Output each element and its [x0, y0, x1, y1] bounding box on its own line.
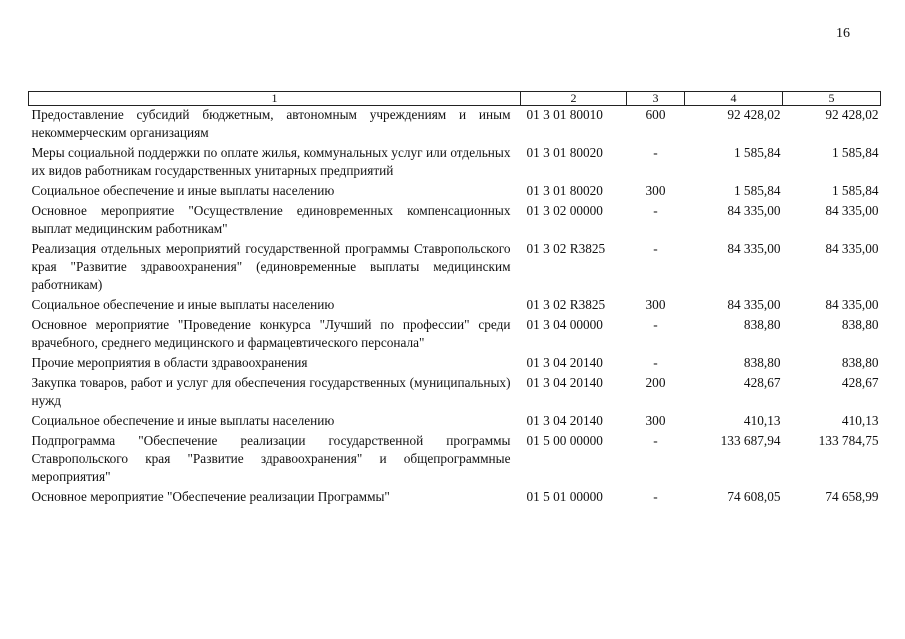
- row-name: Социальное обеспечение и иные выплаты населению: [31, 183, 335, 198]
- row-code: 01 3 01 80010: [526, 107, 603, 122]
- row-value-5: 84 335,00: [825, 203, 879, 218]
- row-code: 01 3 04 20140: [526, 413, 603, 428]
- row-type: -: [653, 203, 658, 218]
- table-row: [29, 316, 881, 354]
- header-col-3: 3: [627, 92, 685, 106]
- table-row: [29, 296, 881, 316]
- header-col-5: 5: [783, 92, 881, 106]
- row-value-4: 84 335,00: [727, 203, 781, 218]
- table-header-row: [29, 92, 881, 106]
- row-type: 300: [645, 297, 666, 312]
- row-value-4: 74 608,05: [727, 489, 781, 504]
- row-name: Основное мероприятие "Проведение конкурса "Лучший по профессии" среди врачебного, среднего медицинского и фармацевтического персонала": [31, 317, 511, 350]
- row-type: -: [653, 241, 658, 256]
- row-code: 01 3 04 20140: [526, 355, 603, 370]
- table-row: [29, 412, 881, 432]
- row-value-4: 428,67: [743, 375, 781, 390]
- row-value-5: 133 784,75: [818, 433, 879, 448]
- row-code: 01 3 04 20140: [526, 375, 603, 390]
- row-name: Основное мероприятие "Обеспечение реализации Программы": [31, 489, 390, 504]
- table-row: [29, 182, 881, 202]
- row-code: 01 3 01 80020: [526, 145, 603, 160]
- row-type: -: [653, 489, 658, 504]
- row-code: 01 3 02 R3825: [526, 297, 606, 312]
- row-value-5: 1 585,84: [831, 183, 879, 198]
- table-row: [29, 488, 881, 508]
- page-number: 16: [836, 26, 850, 41]
- row-type: -: [653, 145, 658, 160]
- row-value-4: 133 687,94: [720, 433, 781, 448]
- row-value-4: 1 585,84: [733, 183, 781, 198]
- row-value-4: 84 335,00: [727, 241, 781, 256]
- row-value-5: 1 585,84: [831, 145, 879, 160]
- row-value-5: 428,67: [841, 375, 879, 390]
- row-name: Основное мероприятие "Осуществление единовременных компенсационных выплат медицинским работникам": [31, 203, 511, 236]
- row-type: -: [653, 433, 658, 448]
- row-name: Меры социальной поддержки по оплате жилья, коммунальных услуг или отдельных их видов работникам государственных унитарных предприятий: [31, 145, 511, 178]
- row-type: 300: [645, 413, 666, 428]
- row-value-4: 838,80: [743, 355, 781, 370]
- row-name: Реализация отдельных мероприятий государственной программы Ставропольского края "Развитие здравоохранения" (единовременные выплаты медицинским работникам): [31, 241, 511, 292]
- row-value-5: 84 335,00: [825, 297, 879, 312]
- table-row: [29, 106, 881, 145]
- row-name: Закупка товаров, работ и услуг для обеспечения государственных (муниципальных) нужд: [31, 375, 511, 408]
- row-value-5: 92 428,02: [825, 107, 879, 122]
- row-name: Прочие мероприятия в области здравоохранения: [31, 355, 308, 370]
- table-row: [29, 374, 881, 412]
- row-code: 01 3 02 R3825: [526, 241, 606, 256]
- row-value-5: 838,80: [841, 355, 879, 370]
- row-name: Предоставление субсидий бюджетным, автономным учреждениям и иным некоммерческим организациям: [31, 107, 511, 140]
- row-type: 200: [645, 375, 666, 390]
- row-value-4: 92 428,02: [727, 107, 781, 122]
- row-name: Подпрограмма "Обеспечение реализации государственной программы Ставропольского края "Развитие здравоохранения" и общепрограммные мероприятия": [31, 433, 511, 484]
- row-type: 300: [645, 183, 666, 198]
- table-row: [29, 240, 881, 296]
- header-col-1: 1: [29, 92, 521, 106]
- row-code: 01 3 02 00000: [526, 203, 603, 218]
- table-row: [29, 144, 881, 182]
- budget-table: [28, 91, 881, 508]
- row-value-4: 1 585,84: [733, 145, 781, 160]
- row-type: 600: [645, 107, 666, 122]
- header-col-4: 4: [685, 92, 783, 106]
- row-value-4: 838,80: [743, 317, 781, 332]
- row-value-5: 410,13: [841, 413, 879, 428]
- row-type: -: [653, 317, 658, 332]
- row-value-5: 84 335,00: [825, 241, 879, 256]
- table-row: [29, 432, 881, 488]
- row-value-5: 74 658,99: [825, 489, 879, 504]
- row-name: Социальное обеспечение и иные выплаты населению: [31, 413, 335, 428]
- row-value-5: 838,80: [841, 317, 879, 332]
- table-row: [29, 202, 881, 240]
- row-type: -: [653, 355, 658, 370]
- row-code: 01 3 01 80020: [526, 183, 603, 198]
- row-value-4: 410,13: [743, 413, 781, 428]
- row-value-4: 84 335,00: [727, 297, 781, 312]
- row-name: Социальное обеспечение и иные выплаты населению: [31, 297, 335, 312]
- row-code: 01 5 00 00000: [526, 433, 603, 448]
- header-col-2: 2: [521, 92, 627, 106]
- row-code: 01 5 01 00000: [526, 489, 603, 504]
- table-row: [29, 354, 881, 374]
- row-code: 01 3 04 00000: [526, 317, 603, 332]
